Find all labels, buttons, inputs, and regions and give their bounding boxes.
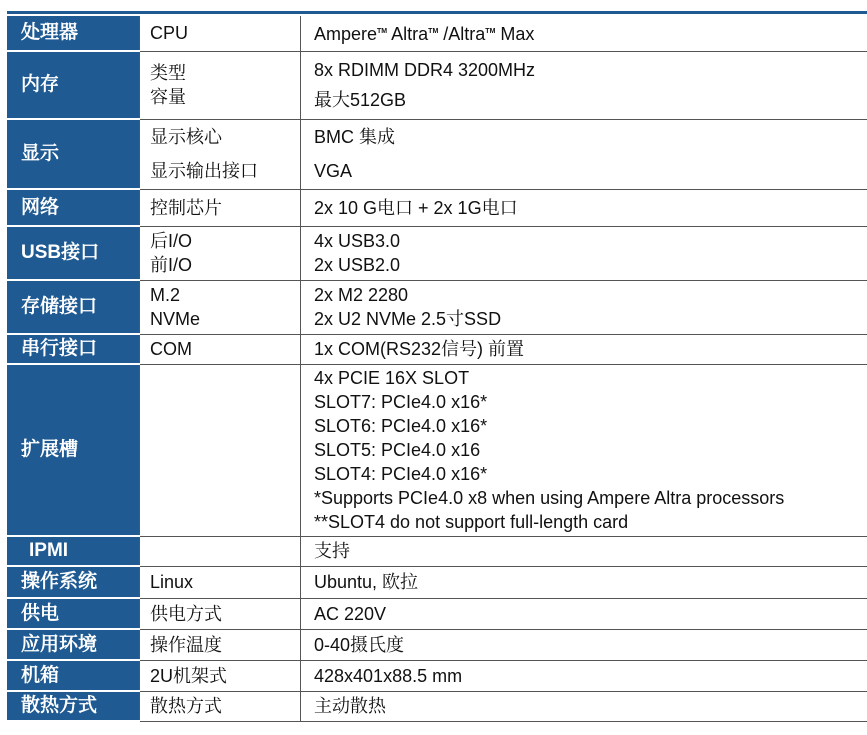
value-cell [301,629,867,660]
sub-cell [140,51,301,119]
sub-cell [140,566,301,598]
category-cell: 显示 [7,119,140,189]
value-cell [301,119,867,189]
sub-label: 操作温度 [150,634,222,655]
category-cell: 操作系统 [7,566,140,598]
category-cell: 处理器 [7,16,140,51]
sub-label: M.2 [150,285,181,305]
value-cell [301,364,867,536]
value-cell [301,16,867,51]
value-line: 4x PCIE 16X SLOT [314,368,470,388]
sub-label: CPU [150,23,189,44]
sub-label: 类型 [150,63,186,83]
sub-cell [140,226,301,280]
table-row [7,660,867,691]
category-cell: 散热方式 [7,691,140,721]
top-rule [7,11,867,14]
value-line: 2x 10 G电口 + 2x 1G电口 [314,197,518,218]
value-cell [301,226,867,280]
spec-table [7,16,867,722]
category-cell: 内存 [7,51,140,119]
value-line: AC 220V [314,603,387,624]
value-cell [301,660,867,691]
cpu-text: Max [495,24,535,45]
sub-label: 散热方式 [150,696,222,716]
table-row [7,629,867,660]
value-line: BMC 集成 [314,127,395,147]
value-cell [301,280,867,334]
table-row [7,566,867,598]
sub-label: 控制芯片 [150,197,222,218]
value-cell [301,598,867,629]
value-line: SLOT5: PCIe4.0 x16 [314,440,481,460]
value-line: 8x RDIMM DDR4 3200MHz [314,60,536,80]
value-line: SLOT6: PCIe4.0 x16* [314,416,488,436]
value-line: 2x U2 NVMe 2.5寸SSD [314,309,502,329]
category-cell: 机箱 [7,660,140,691]
value-line: *Supports PCIe4.0 x8 when using Ampere Altra processors [314,488,785,508]
sub-label: Linux [150,572,194,592]
trademark: TM [485,28,496,36]
table-row [7,119,867,189]
sub-cell [140,598,301,629]
category-cell: IPMI [7,536,140,566]
value-line: 最大512GB [314,90,407,110]
category-cell: 存储接口 [7,280,140,334]
value-line: 2x M2 2280 [314,285,409,305]
sub-label: 容量 [150,87,186,107]
value-line: 主动散热 [314,696,386,716]
table-row [7,51,867,119]
sub-label: 显示核心 [150,127,222,147]
value-line: Ubuntu, 欧拉 [314,572,419,592]
value-cell [301,536,867,566]
category-cell: 扩展槽 [7,364,140,536]
table-row [7,280,867,334]
sub-label: 显示输出接口 [150,161,258,181]
trademark: TM [377,28,388,36]
value-line: 支持 [314,541,350,561]
sub-label: COM [150,339,192,359]
value-line: SLOT7: PCIe4.0 x16* [314,392,488,412]
value-line: VGA [314,161,353,181]
sub-cell [140,189,301,226]
category-cell: 串行接口 [7,334,140,364]
sub-label: 前I/O [150,255,193,275]
value-line: 1x COM(RS232信号) 前置 [314,339,525,359]
value-line: 4x USB3.0 [314,231,401,251]
category-cell: 网络 [7,189,140,226]
sub-cell [140,660,301,691]
sub-cell [140,119,301,189]
category-cell: 应用环境 [7,629,140,660]
trademark: TM [428,28,439,36]
value-cell [301,566,867,598]
sub-label: 后I/O [150,231,193,251]
value-cell [301,334,867,364]
table-row [7,189,867,226]
table-row [7,16,867,51]
sub-cell [140,691,301,721]
value-cell [301,189,867,226]
sub-cell [140,16,301,51]
sub-label: 2U机架式 [150,665,228,686]
value-line: 0-40摄氏度 [314,634,405,655]
category-cell: USB接口 [7,226,140,280]
category-cell: 供电 [7,598,140,629]
table-row [7,691,867,721]
table-row [7,334,867,364]
sub-cell [140,364,301,536]
sub-cell [140,280,301,334]
sub-cell [140,629,301,660]
value-line: SLOT4: PCIe4.0 x16* [314,464,488,484]
cpu-text: Altra [387,24,429,45]
value-cell [301,691,867,721]
sub-label: NVMe [150,309,201,329]
sub-label: 供电方式 [150,603,222,624]
table-row [7,536,867,566]
value-line: **SLOT4 do not support full-length card [314,512,629,532]
sub-cell [140,334,301,364]
value-line: 428x401x88.5 mm [314,665,463,686]
value-cell [301,51,867,119]
value-line: 2x USB2.0 [314,255,401,275]
table-row [7,226,867,280]
cpu-text: /Altra [438,24,486,45]
table-row [7,364,867,536]
cpu-text: Ampere [314,24,378,45]
sub-cell [140,536,301,566]
table-row [7,598,867,629]
